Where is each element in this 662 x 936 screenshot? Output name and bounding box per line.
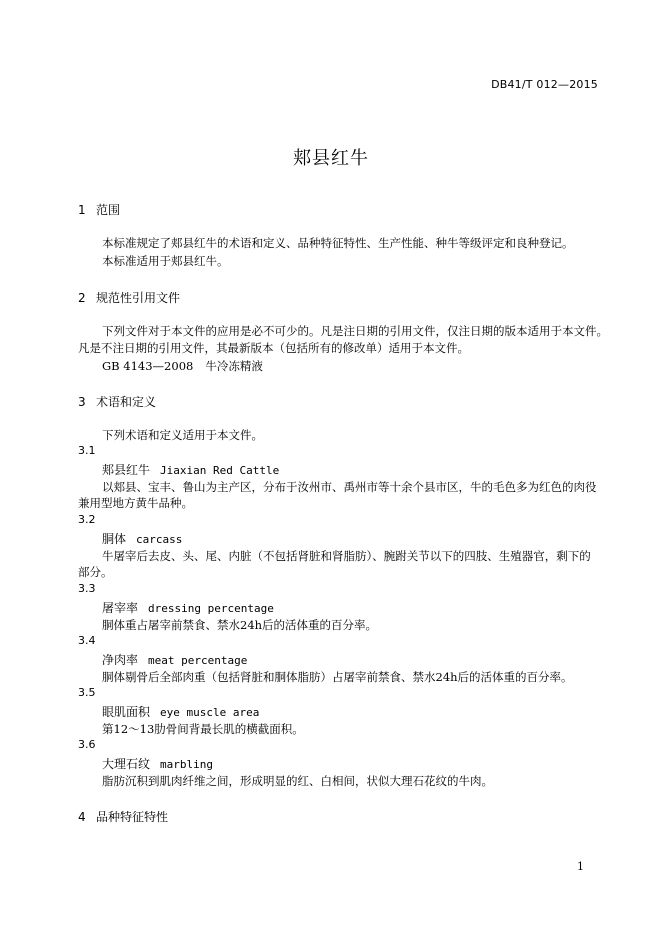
references-paragraph-cont: 凡是不注日期的引用文件，其最新版本（包括所有的修改单）适用于本文件。 bbox=[78, 341, 469, 355]
section-1-heading bbox=[78, 201, 120, 218]
page-number: 1 bbox=[577, 860, 584, 873]
section-number: 4 bbox=[78, 810, 86, 824]
term-definition: 第12～13肋骨间背最长肌的横截面积。 bbox=[102, 722, 304, 736]
section-title: 范围 bbox=[96, 203, 121, 217]
term-definition: 牛屠宰后去皮、头、尾、内脏（不包括肾脏和肾脂肪）、腕跗关节以下的四肢、生殖器官，剩下的 bbox=[102, 549, 591, 563]
section-number: 3 bbox=[78, 395, 86, 409]
term-heading bbox=[102, 599, 274, 616]
clause-number: 3.3 bbox=[78, 582, 96, 595]
term-heading bbox=[102, 703, 259, 720]
term-en: dressing percentage bbox=[148, 602, 274, 615]
references-paragraph: 下列文件对于本文件的应用是必不可少的。凡是注日期的引用文件，仅注日期的版本适用于本文件。 bbox=[102, 324, 608, 338]
scope-paragraph: 本标准规定了郏县红牛的术语和定义、品种特征特性、生产性能、种牛等级评定和良种登记。 bbox=[102, 236, 574, 250]
term-definition: 以郏县、宝丰、鲁山为主产区，分布于汝州市、禹州市等十余个县市区，牛的毛色多为红色的肉役 bbox=[102, 480, 597, 494]
standard-code: DB41/T 012—2015 bbox=[491, 78, 598, 91]
term-en: carcass bbox=[136, 533, 183, 546]
term-heading bbox=[102, 530, 182, 547]
term-zh: 大理石纹 bbox=[102, 757, 151, 771]
term-zh: 净肉率 bbox=[102, 653, 139, 667]
term-heading bbox=[102, 651, 247, 668]
clause-number: 3.5 bbox=[78, 686, 96, 699]
term-heading bbox=[102, 461, 279, 478]
term-en: marbling bbox=[160, 758, 213, 771]
reference-title: 牛冷冻精液 bbox=[205, 359, 263, 373]
term-definition: 脂肪沉积到肌肉纤维之间，形成明显的红、白相间，状似大理石花纹的牛肉。 bbox=[102, 774, 493, 788]
term-zh: 屠宰率 bbox=[102, 601, 139, 615]
term-en: eye muscle area bbox=[160, 706, 260, 719]
section-number: 2 bbox=[78, 291, 86, 305]
clause-number: 3.2 bbox=[78, 513, 96, 526]
scope-paragraph: 本标准适用于郏县红牛。 bbox=[102, 254, 229, 268]
term-en: meat percentage bbox=[148, 654, 248, 667]
term-zh: 郏县红牛 bbox=[102, 463, 151, 477]
section-3-heading bbox=[78, 393, 156, 410]
clause-number: 3.6 bbox=[78, 738, 96, 751]
term-en: Jiaxian Red Cattle bbox=[160, 464, 280, 477]
term-zh: 胴体 bbox=[102, 532, 127, 546]
term-definition-cont: 部分。 bbox=[78, 565, 113, 579]
term-zh: 眼肌面积 bbox=[102, 705, 151, 719]
section-number: 1 bbox=[78, 203, 86, 217]
term-definition: 胴体剔骨后全部肉重（包括肾脏和胴体脂肪）占屠宰前禁食、禁水24h后的活体重的百分率。 bbox=[102, 670, 573, 684]
document-title: 郏县红牛 bbox=[293, 148, 369, 169]
section-title: 术语和定义 bbox=[96, 395, 157, 409]
section-2-heading bbox=[78, 289, 180, 306]
clause-number: 3.4 bbox=[78, 634, 96, 647]
terms-intro: 下列术语和定义适用于本文件。 bbox=[102, 428, 263, 442]
section-title: 规范性引用文件 bbox=[96, 291, 181, 305]
term-definition-cont: 兼用型地方黄牛品种。 bbox=[78, 496, 193, 510]
term-heading bbox=[102, 755, 213, 772]
reference-code: GB 4143—2008 bbox=[102, 359, 194, 373]
section-4-heading bbox=[78, 808, 168, 825]
term-definition: 胴体重占屠宰前禁食、禁水24h后的活体重的百分率。 bbox=[102, 618, 378, 632]
clause-number: 3.1 bbox=[78, 444, 96, 457]
reference-entry bbox=[102, 358, 263, 374]
section-title: 品种特征特性 bbox=[96, 810, 169, 824]
